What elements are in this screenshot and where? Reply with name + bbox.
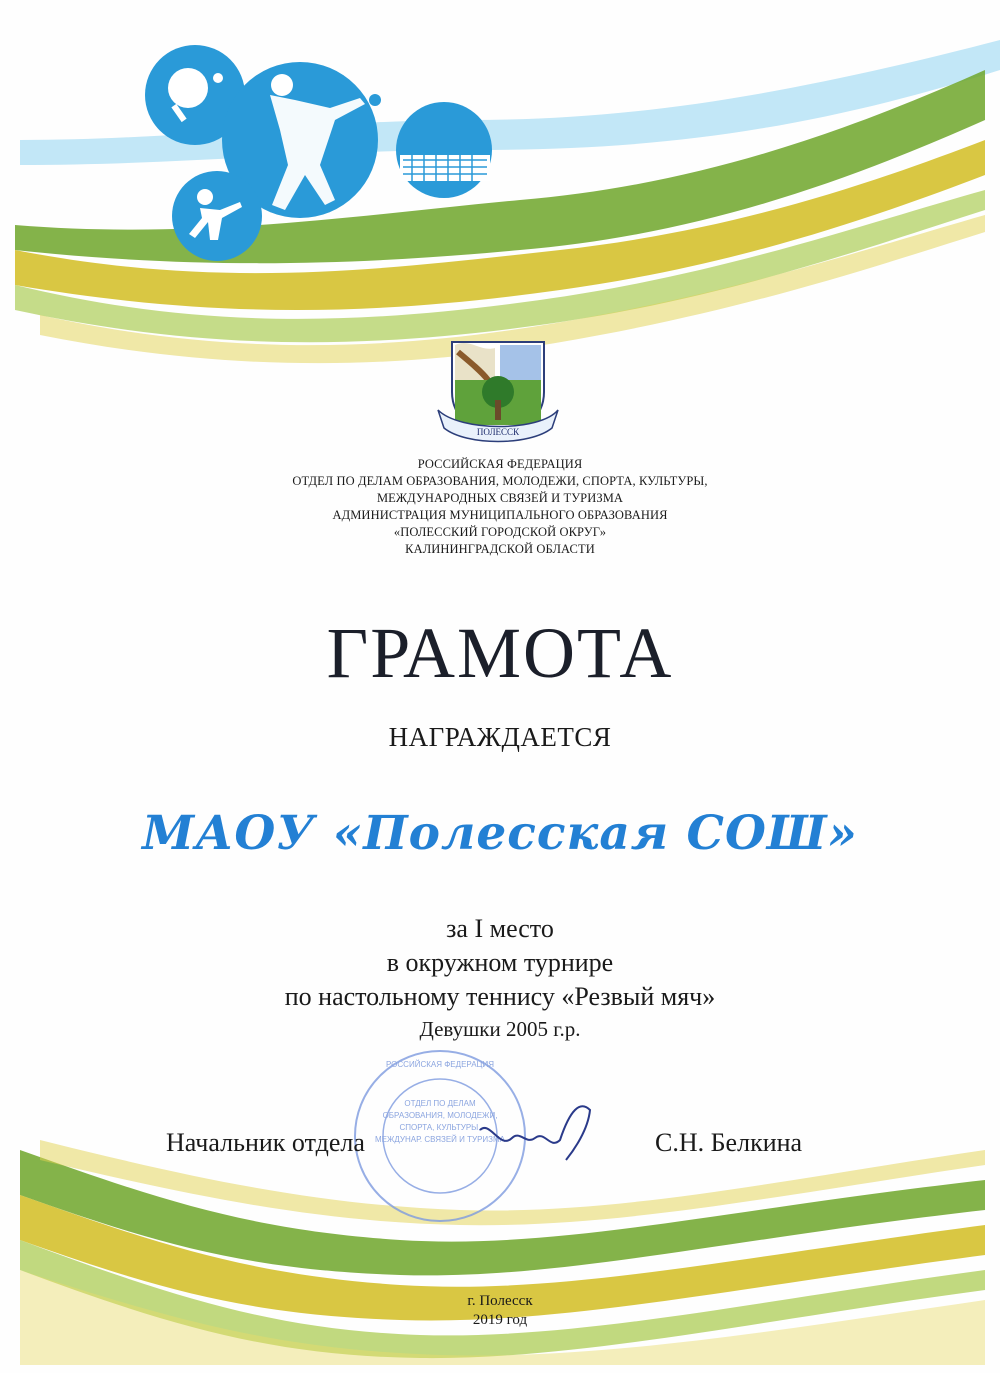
certificate-title: ГРАМОТА xyxy=(326,613,674,693)
reason-line: за I место xyxy=(446,914,554,943)
city-crest xyxy=(438,342,558,442)
award-reason xyxy=(0,912,1000,1044)
header-line: РОССИЙСКАЯ ФЕДЕРАЦИЯ xyxy=(417,457,583,471)
stamp-line-4: МЕЖДУНАР. СВЯЗЕЙ И ТУРИЗМА xyxy=(375,1135,505,1144)
header-line: ОТДЕЛ ПО ДЕЛАМ ОБРАЗОВАНИЯ, МОЛОДЕЖИ, СПОРТА, КУЛЬТУРЫ, xyxy=(292,474,708,488)
year-line: 2019 год xyxy=(472,1312,528,1328)
stamp-line-3: СПОРТА, КУЛЬТУРЫ, xyxy=(399,1123,481,1132)
signatory-name: С.Н. Белкина xyxy=(655,1128,803,1157)
reason-line: по настольному теннису «Резвый мяч» xyxy=(284,982,716,1011)
header-line: «ПОЛЕССКИЙ ГОРОДСКОЙ ОКРУГ» xyxy=(393,525,607,539)
header-line: КАЛИНИНГРАДСКОЙ ОБЛАСТИ xyxy=(405,542,595,556)
awarded-label: НАГРАЖДАЕТСЯ xyxy=(388,722,612,752)
issuer-header xyxy=(0,456,1000,558)
official-stamp xyxy=(355,1051,525,1221)
stamp-line-2: ОБРАЗОВАНИЯ, МОЛОДЕЖИ, xyxy=(382,1111,498,1120)
header-line: АДМИНИСТРАЦИЯ МУНИЦИПАЛЬНОГО ОБРАЗОВАНИЯ xyxy=(332,508,668,522)
place-and-year xyxy=(0,1292,1000,1330)
stamp-line-1: ОТДЕЛ ПО ДЕЛАМ xyxy=(404,1099,476,1108)
crest-label: ПОЛЕССК xyxy=(476,427,520,437)
category-line: Девушки 2005 г.р. xyxy=(419,1017,581,1041)
stamp-ring-text: РОССИЙСКАЯ ФЕДЕРАЦИЯ xyxy=(386,1060,494,1069)
signatory-position: Начальник отдела xyxy=(166,1128,365,1157)
city-line: г. Полесск xyxy=(467,1293,533,1309)
recipient-name: МАОУ «Полесская СОШ» xyxy=(142,806,858,861)
reason-line: в окружном турнире xyxy=(386,948,614,977)
header-line: МЕЖДУНАРОДНЫХ СВЯЗЕЙ И ТУРИЗМА xyxy=(376,491,624,505)
bottom-waves xyxy=(20,1140,985,1365)
net-icon xyxy=(396,102,492,198)
